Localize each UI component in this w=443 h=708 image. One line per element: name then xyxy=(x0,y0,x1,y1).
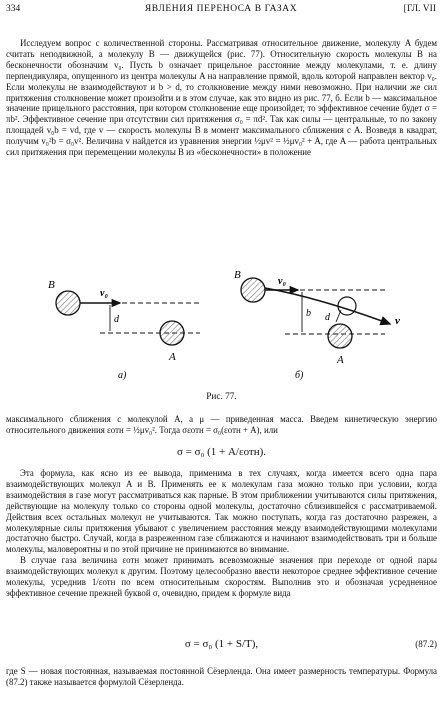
label-d: d xyxy=(325,312,330,323)
panel-label-b: б) xyxy=(295,370,304,381)
label-v0: v₀ xyxy=(278,276,286,287)
label-v0: v₀ xyxy=(100,288,108,299)
label-b: B xyxy=(234,270,241,281)
figure-caption: Рис. 77. xyxy=(206,392,237,402)
equation-1: σ = σ₀ (1 + A/εотн). xyxy=(176,446,267,458)
page-number: 334 xyxy=(6,4,21,14)
paragraph: В случае газа величина εотн может принимать всевозможные значения при переходе от одной пары взаимодействующих молекул к другим. Поэтому целесообразно ввести некоторое среднее эффективное сечение молекулы, усреднив 1/εотн по всем относительным скоростям. Выполнив это и обозначая усредненное эффективное сечение прежней буквой σ, очевидно, придем к формуле вида xyxy=(6,555,437,598)
label-b-param: b xyxy=(306,308,311,319)
body-text-top xyxy=(6,38,437,158)
body-text-last xyxy=(6,666,437,688)
paragraph: максимального сближения с молекулой A, а μ — приведенная масса. Введем кинетическую энергию относительного движения εотн = ½μv₀². Тогда σεотн = σ₀(εотн + A), или xyxy=(6,414,437,435)
label-v: v xyxy=(395,315,400,327)
panel-label-a: а) xyxy=(118,370,127,381)
molecule-b-circle xyxy=(56,291,80,315)
molecule-a-circle xyxy=(328,324,352,348)
figure-panel-b xyxy=(234,270,400,381)
label-a: A xyxy=(169,351,176,363)
molecule-b-circle xyxy=(241,278,265,302)
equation-2: σ = σ₀ (1 + S/T), xyxy=(184,638,259,650)
paragraph: где S — новая постоянная, называемая постоянной Сёзерленда. Она имеет размерность температуры. Формула (87.2) также называется формулой Сёзерленда. xyxy=(6,666,437,687)
equation-2-number: (87.2) xyxy=(415,639,437,649)
label-b: B xyxy=(48,279,55,291)
running-title: ЯВЛЕНИЯ ПЕРЕНОСА В ГАЗАХ xyxy=(144,4,298,14)
molecule-a-circle xyxy=(160,321,184,345)
figure-77 xyxy=(40,270,410,386)
chapter-marker: [ГЛ. VII xyxy=(403,4,436,14)
body-text-bottom xyxy=(6,468,437,599)
label-d: d xyxy=(114,314,119,325)
molecule-b-contact xyxy=(338,297,356,315)
paragraph: Исследуем вопрос с количественной стороны. Рассматривая относительное движение, молекулу A будем считать неподвижной, а молекулу B — движущейся (рис. 77). Относительную скорость молекулы B на бесконечности обозначим v₀. Пусть b означает прицельное расстояние между молекулами, т. е. длину перпендикуляра, опущенного из центра молекулы A на направление прямой, вдоль которой направлен вектор v₀. Если молекулы не взаимодействуют и b > d, то столкновение между ними невозможно. При наличии же сил притяжения столкновение может произойти и в этом случае, как это видно из рис. 77, б. Если b — максимальное значение прицельного расстояния, при котором столкновение еще произойдет, то эффективное сечение будет σ = πb². Эффективное сечение при отсутствии сил притяжения σ₀ = πd². Так как силы — центральные, то по закону площадей v₀b = vd, где v — скорость молекулы B в момент максимального сближения с A. Возведя в квадрат, получим v₀²b = σ₀v². Величина v найдется из уравнения энергии ½μv² = ½μv₀² + A, где A — работа центральных сил притяжения при перемещении молекулы B из «бесконечности» в положение xyxy=(6,38,437,158)
page-header xyxy=(6,4,436,18)
label-a: A xyxy=(337,354,344,366)
body-text-mid xyxy=(6,414,437,436)
figure-panel-a xyxy=(48,279,200,381)
paragraph: Эта формула, как ясно из ее вывода, применима в тех случаях, когда имеется всего одна пара взаимодействующих молекул A и B. Применять ее к молекулам газа можно только при условии, когда взаимодействия в газе могут рассматриваться как парные. В этом приближении учитываются силы притяжения, действующие на молекулу только со стороны одной молекулы, достаточно сблизившейся с рассматриваемой. Действия всех остальных молекул не учитываются. Так можно поступать, когда газ достаточно разрежен, а молекулярные силы притяжения убывают с увеличением расстояния между взаимодействующими молекулами достаточно быстро. Случай, когда в разреженном газе сближаются и начинают взаимодействовать три и больше молекулы, маловероятны и по этой причине не принимаются во внимание. xyxy=(6,468,437,555)
